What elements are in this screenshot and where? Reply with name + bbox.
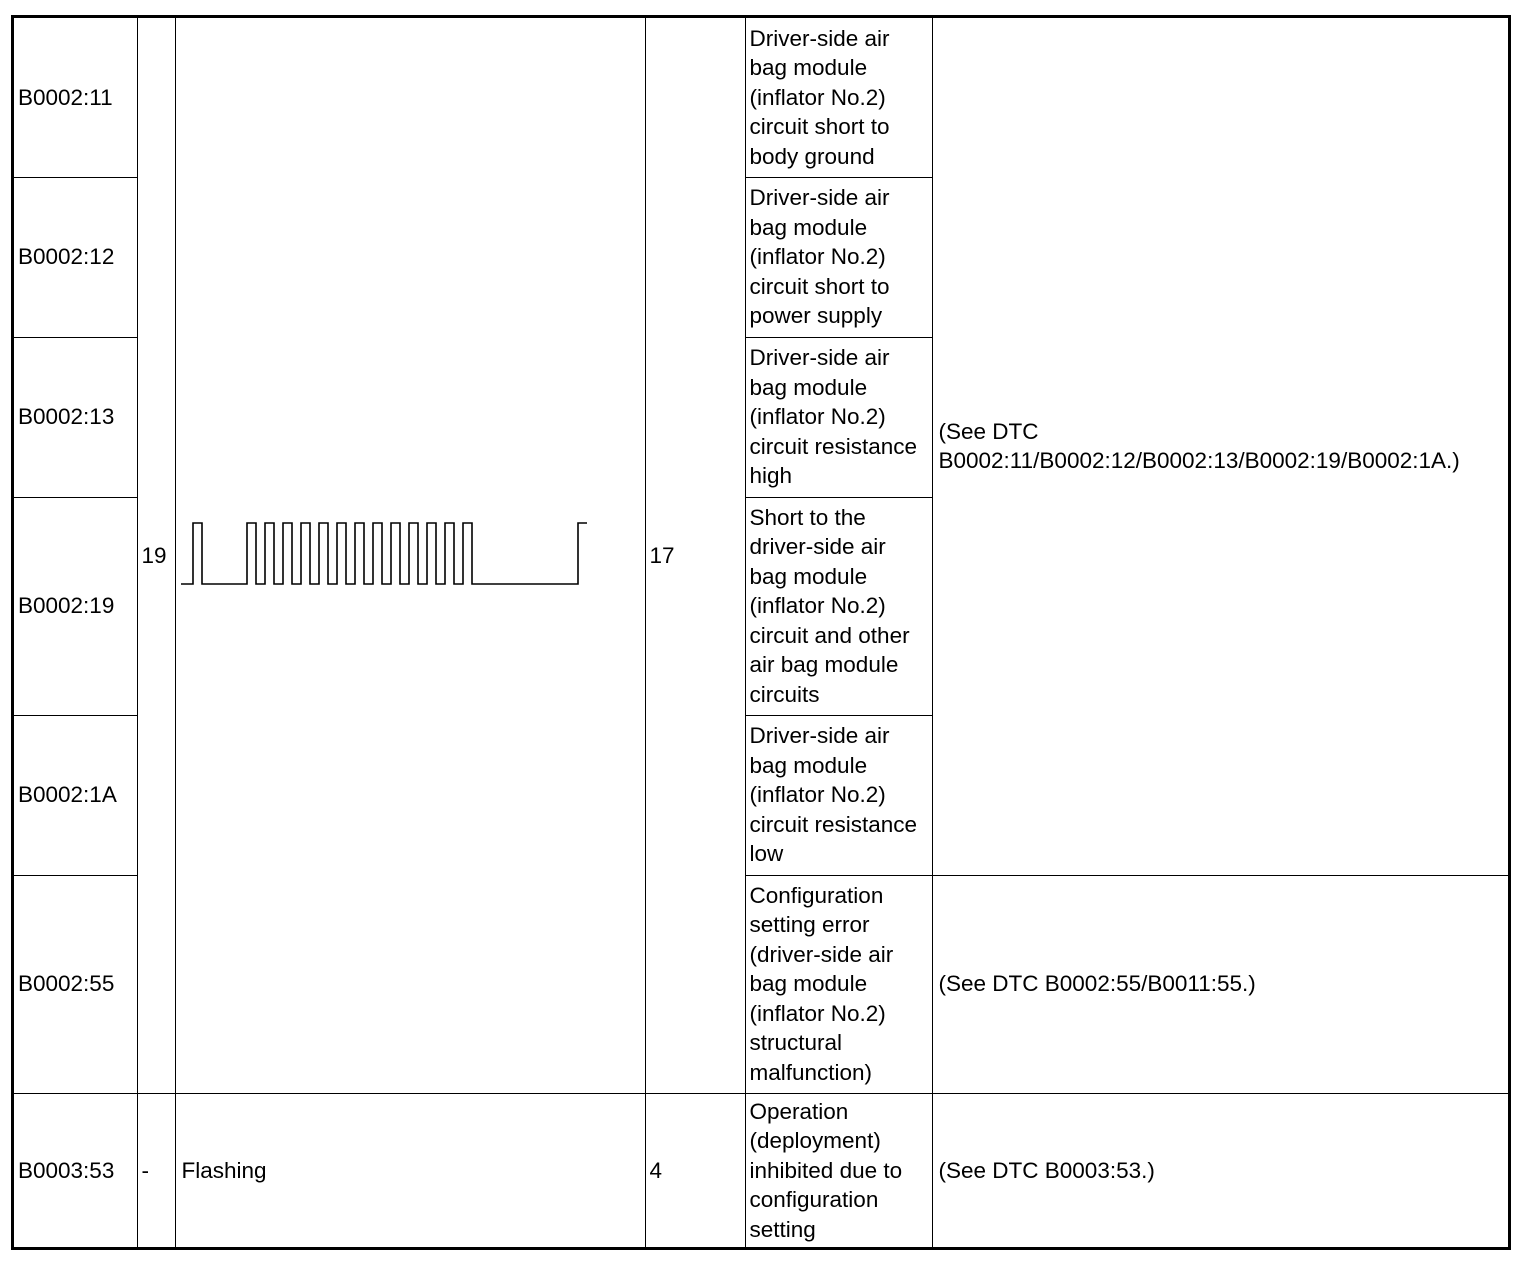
- probable-cause: Operation (deployment) inhibited due to configuration setting: [745, 1093, 932, 1247]
- dtc-code: B0002:13: [14, 337, 137, 497]
- flash-code: 19: [137, 18, 175, 1093]
- dtc-code: B0002:55: [14, 875, 137, 1093]
- probable-cause: Driver-side air bag module (inflator No.2) circuit short to power supply: [745, 177, 932, 337]
- flash-pattern-waveform-icon: [181, 520, 593, 588]
- reference-text: (See DTC B0003:53.): [932, 1093, 1508, 1247]
- flash-pattern-text: Flashing: [175, 1093, 645, 1247]
- probable-cause: Driver-side air bag module (inflator No.2) circuit resistance high: [745, 337, 932, 497]
- probable-cause: Configuration setting error (driver-side air bag module (inflator No.2) structural malfunction): [745, 875, 932, 1093]
- flash-code: -: [137, 1093, 175, 1247]
- reference-text: (See DTC B0002:11/B0002:12/B0002:13/B0002:19/B0002:1A.): [932, 18, 1508, 875]
- pcm-number: 4: [645, 1093, 745, 1247]
- dtc-table: [14, 18, 1508, 1247]
- flash-pattern-cell: [175, 18, 645, 1093]
- pcm-number: 17: [645, 18, 745, 1093]
- dtc-code: B0002:12: [14, 177, 137, 337]
- dtc-code: B0002:11: [14, 18, 137, 177]
- probable-cause: Driver-side air bag module (inflator No.2) circuit resistance low: [745, 715, 932, 875]
- probable-cause: Driver-side air bag module (inflator No.2) circuit short to body ground: [745, 18, 932, 177]
- dtc-code: B0002:19: [14, 497, 137, 715]
- dtc-code: B0003:53: [14, 1093, 137, 1247]
- reference-text: (See DTC B0002:55/B0011:55.): [932, 875, 1508, 1093]
- probable-cause: Short to the driver-side air bag module (inflator No.2) circuit and other air bag module circuits: [745, 497, 932, 715]
- table-row: [14, 18, 1508, 177]
- table-row: [14, 1093, 1508, 1247]
- dtc-table-frame: [11, 15, 1511, 1250]
- dtc-code: B0002:1A: [14, 715, 137, 875]
